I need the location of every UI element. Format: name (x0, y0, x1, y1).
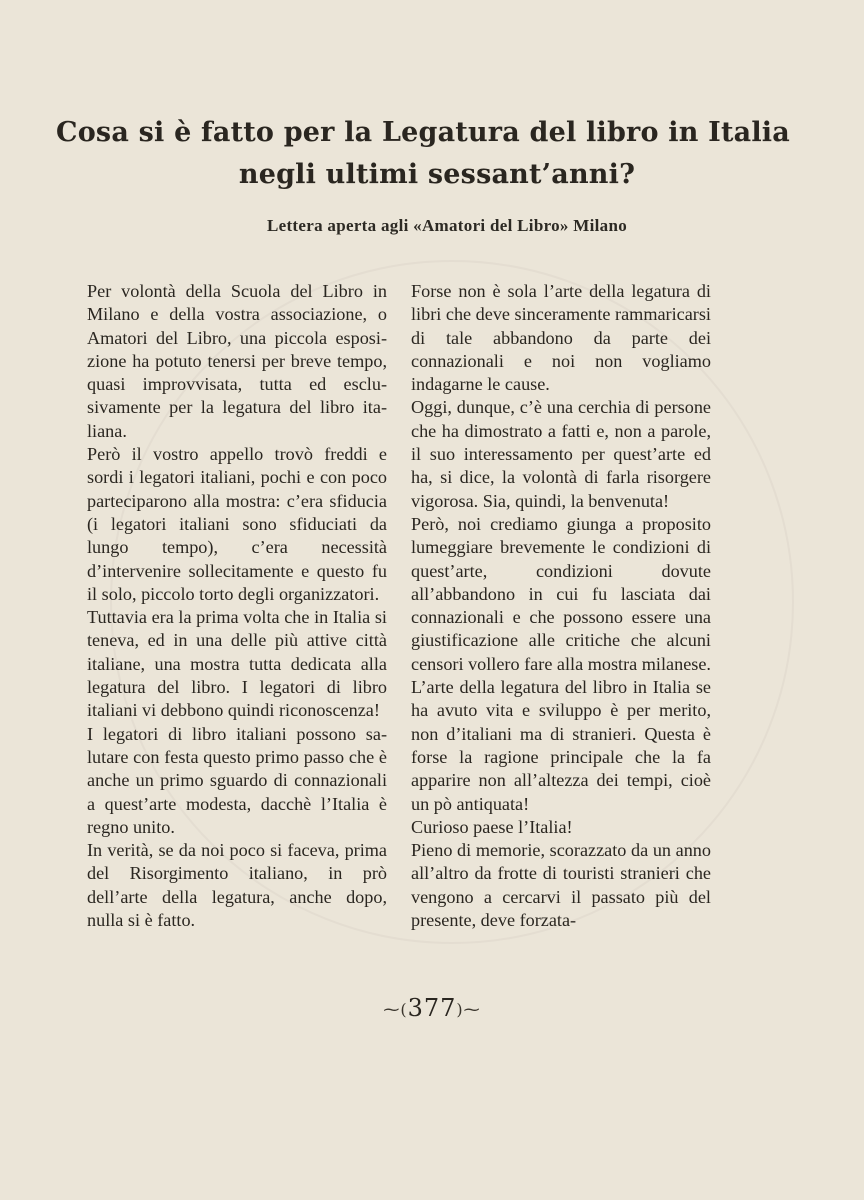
page-number-folio (0, 994, 864, 1022)
paragraph: Pieno di memorie, scorazzato da un anno all’altro da frotte di touristi stranieri che vengono a cercarvi il passato più del presente, deve forzata- (411, 840, 711, 931)
folio-ornament-left: ⁓( (383, 1000, 408, 1019)
title-line-1: Cosa si è fatto per la Legatura del libro in Italia (56, 117, 790, 148)
folio-ornament-right: )⁓ (456, 1000, 481, 1019)
page-title (0, 112, 864, 196)
left-column (87, 280, 387, 932)
subtitle: Lettera aperta agli «Amatori del Libro» Milano (266, 216, 628, 235)
paragraph: Curioso paese l’Italia! (411, 816, 573, 837)
paragraph: Per volontà della Scuola del Libro in Milano e della vostra associazione, o Amatori del Libro, una piccola esposizione ha potuto tenersi per breve tempo, quasi improvvisata, tutta ed esclusivamente per la legatura del libro italiana. (87, 281, 387, 441)
paragraph: In verità, se da noi poco si faceva, prima del Risorgimento italiano, in prò dell’arte della legatura, anche dopo, nulla si è fatto. (87, 840, 387, 931)
paragraph: Però, noi crediamo giunga a proposito lumeggiare brevemente le condizioni di quest’arte, condizioni dovute all’abbandono in cui fu lasciata dai connazionali e che possono essere una giustificazione alle critiche che alcuni censori vollero fare alla mostra milanese. (411, 513, 711, 674)
right-column (411, 280, 711, 932)
paragraph: L’arte della legatura del libro in Italia se ha avuto vita e sviluppo è per merito, non d’italiani ma di stranieri. Questa è forse la ragione principale che la fa apparire non all’altezza dei tempi, cioè un pò antiquata! (411, 677, 711, 814)
paragraph: Oggi, dunque, c’è una cerchia di persone che ha dimostrato a fatti e, non a parole, il suo interessamento per quest’arte ed ha, si dice, la volontà di farla risorgere vigorosa. Sia, quindi, la benvenuta! (411, 397, 711, 511)
page-number: 377 (407, 994, 457, 1022)
paragraph: Però il vostro appello trovò freddi e sordi i legatori italiani, pochi e con poco parteciparono alla mostra: c’era sfiducia (i legatori italiani sono sfiduciati da lungo tempo), c’era necessità d’intervenire sollecitamente e questo fu il solo, piccolo torto degli organizzatori. (87, 444, 387, 604)
paragraph: I legatori di libro italiani possono salutare con festa questo primo passo che è anche un primo sguardo di connazionali a quest’arte modesta, dacchè l’Italia è regno unito. (87, 723, 387, 837)
title-line-2: negli ultimi sessant’anni? (238, 159, 636, 190)
paragraph: Tuttavia era la prima volta che in Italia si teneva, ed in una delle più attive città italiane, una mostra tutta dedicata alla legatura del libro. I legatori di libro italiani vi debbono quindi riconoscenza! (87, 607, 387, 721)
paragraph: Forse non è sola l’arte della legatura di libri che deve sinceramente rammaricarsi di tale abbandono da parte dei connazionali e noi non vogliamo indagarne le cause. (411, 281, 711, 395)
